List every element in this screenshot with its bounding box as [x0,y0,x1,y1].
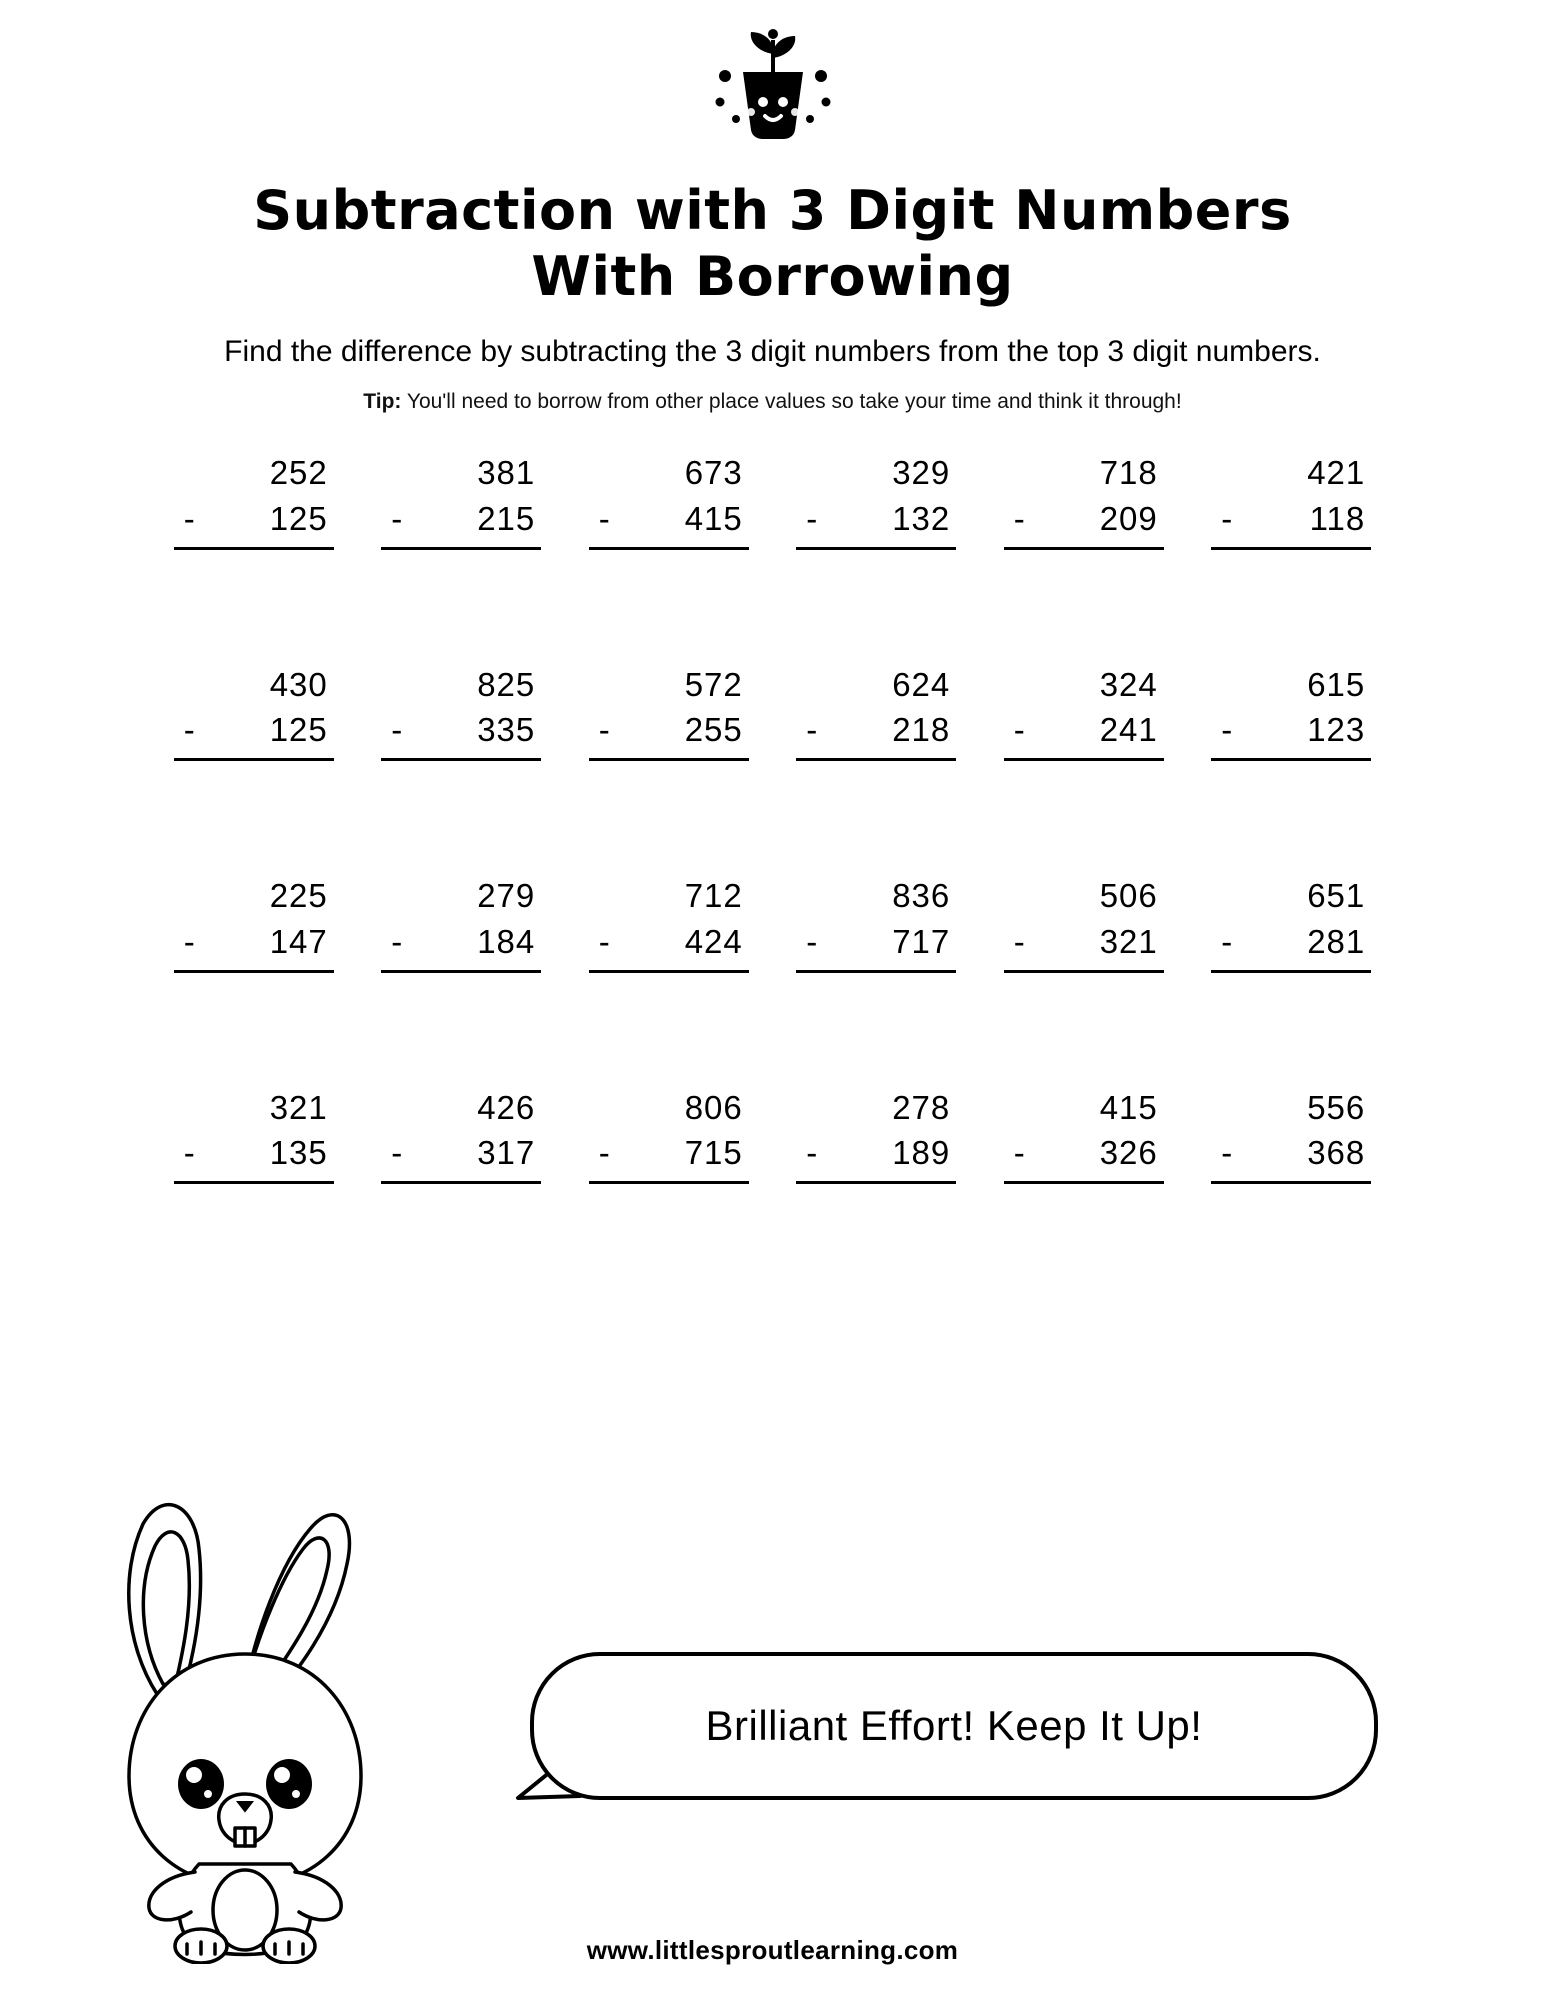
problem-item [773,452,981,586]
answer-space[interactable] [174,761,334,797]
problem-item [980,875,1188,1009]
subtrahend: 118 [1309,499,1366,537]
minus-sign: - [183,711,196,748]
minuend: 278 [892,1088,951,1126]
answer-space[interactable] [1211,550,1371,586]
page-title [90,178,1455,310]
title-line-1: Subtraction with 3 Digit Numbers [253,179,1292,242]
minuend: 806 [684,1088,743,1126]
bottom-section [0,1480,1545,2000]
minuend: 415 [1099,1088,1158,1126]
answer-space[interactable] [381,1184,541,1220]
minuend: 506 [1099,877,1158,915]
sprout-in-pot-logo-icon [703,24,843,144]
subtrahend: 125 [269,711,328,748]
problem-item [565,875,773,1009]
minus-sign: - [598,1134,611,1171]
minuend: 624 [892,665,951,703]
subtrahend: 317 [477,1134,536,1171]
answer-space[interactable] [381,761,541,797]
minus-sign: - [806,711,819,748]
minuend: 718 [1099,454,1158,492]
subtrahend: 326 [1099,1134,1158,1171]
subtrahend: 415 [684,499,743,537]
answer-space[interactable] [1004,761,1164,797]
minus-sign: - [598,711,611,748]
title-line-2: With Borrowing [531,244,1014,308]
subtrahend: 717 [892,922,951,960]
answer-space[interactable] [1004,973,1164,1009]
problem-item [773,875,981,1009]
answer-space[interactable] [796,550,956,586]
answer-space[interactable] [796,973,956,1009]
subtrahend: 368 [1307,1134,1366,1171]
minus-sign: - [1013,499,1026,537]
minuend: 712 [684,877,743,915]
subtrahend: 215 [477,499,536,537]
minuend: 572 [684,665,743,703]
minuend: 426 [477,1088,536,1126]
answer-space[interactable] [796,1184,956,1220]
problem-item [565,664,773,798]
subtrahend: 241 [1099,711,1158,748]
minus-sign: - [391,711,404,748]
minuend: 421 [1307,454,1366,492]
problem-grid [150,452,1395,1220]
tip-text [120,390,1425,414]
minus-sign: - [391,499,404,537]
minus-sign: - [183,1134,196,1171]
problem-item [773,664,981,798]
problem-item [358,452,566,586]
answer-space[interactable] [1211,761,1371,797]
subtrahend: 715 [684,1134,743,1171]
answer-space[interactable] [796,761,956,797]
problem-item [150,452,358,586]
minus-sign: - [1013,711,1026,748]
problem-item [150,875,358,1009]
minuend: 556 [1307,1088,1366,1126]
footer-website[interactable]: www.littlesproutlearning.com [586,1935,959,1965]
minuend: 615 [1307,665,1366,703]
minuend: 279 [477,877,536,915]
answer-space[interactable] [589,761,749,797]
problem-item [565,1087,773,1221]
answer-space[interactable] [589,1184,749,1220]
instructions: Find the difference by subtracting the 3 digit numbers from the top 3 digit numbers. [224,334,1321,368]
minuend: 825 [477,665,536,703]
minuend: 381 [477,454,536,492]
minuend: 225 [269,877,328,915]
subtrahend: 184 [477,922,536,960]
minus-sign: - [598,922,611,960]
problem-item [1188,1087,1396,1221]
subtrahend: 218 [892,711,951,748]
minuend: 321 [269,1088,328,1126]
subtrahend: 135 [269,1134,328,1171]
subtrahend: 123 [1307,711,1366,748]
minus-sign: - [806,499,819,537]
minuend: 252 [269,454,328,492]
minuend: 324 [1099,665,1158,703]
problem-item [358,664,566,798]
problem-item [565,452,773,586]
problem-item [358,875,566,1009]
logo-container [0,0,1545,144]
minus-sign: - [1221,1134,1234,1171]
problem-item [1188,452,1396,586]
subtrahend: 132 [892,499,951,537]
answer-space[interactable] [1004,550,1164,586]
problem-item [980,664,1188,798]
minuend: 430 [269,665,328,703]
minuend: 651 [1307,877,1366,915]
subtrahend: 335 [477,711,536,748]
answer-space[interactable] [381,973,541,1009]
problem-item [150,1087,358,1221]
minus-sign: - [1221,922,1234,960]
problem-item [980,452,1188,586]
problem-item [980,1087,1188,1221]
minus-sign: - [183,922,196,960]
answer-space[interactable] [174,1184,334,1220]
subtrahend: 424 [684,922,743,960]
answer-space[interactable] [174,550,334,586]
subtrahend: 209 [1099,499,1158,537]
subtrahend: 321 [1099,922,1158,960]
minus-sign: - [806,1134,819,1171]
minus-sign: - [183,499,196,537]
answer-space[interactable] [589,973,749,1009]
subtrahend: 125 [269,499,328,537]
encouragement-text: Brilliant Effort! Keep It Up! [705,1702,1203,1749]
speech-bubble [530,1652,1378,1800]
problem-item [150,664,358,798]
minuend: 673 [684,454,743,492]
minus-sign: - [391,922,404,960]
minus-sign: - [391,1134,404,1171]
minus-sign: - [1013,1134,1026,1171]
subtrahend: 147 [269,922,328,960]
problem-item [1188,664,1396,798]
minus-sign: - [598,499,611,537]
bunny-mascot-icon [95,1494,395,1964]
minus-sign: - [1013,922,1026,960]
problem-item [773,1087,981,1221]
answer-space[interactable] [1211,973,1371,1009]
minuend: 836 [892,877,951,915]
tip-label: Tip: [363,390,402,414]
answer-space[interactable] [381,550,541,586]
problem-item [358,1087,566,1221]
minus-sign: - [806,922,819,960]
answer-space[interactable] [174,973,334,1009]
answer-space[interactable] [1211,1184,1371,1220]
problem-item [1188,875,1396,1009]
minus-sign: - [1221,711,1234,748]
minus-sign: - [1221,499,1234,537]
subtrahend: 255 [684,711,743,748]
subtrahend: 189 [892,1134,951,1171]
answer-space[interactable] [1004,1184,1164,1220]
tip-body: You'll need to borrow from other place values so take your time and think it through! [401,390,1182,414]
subtrahend: 281 [1307,922,1366,960]
minuend: 329 [892,454,951,492]
answer-space[interactable] [589,550,749,586]
